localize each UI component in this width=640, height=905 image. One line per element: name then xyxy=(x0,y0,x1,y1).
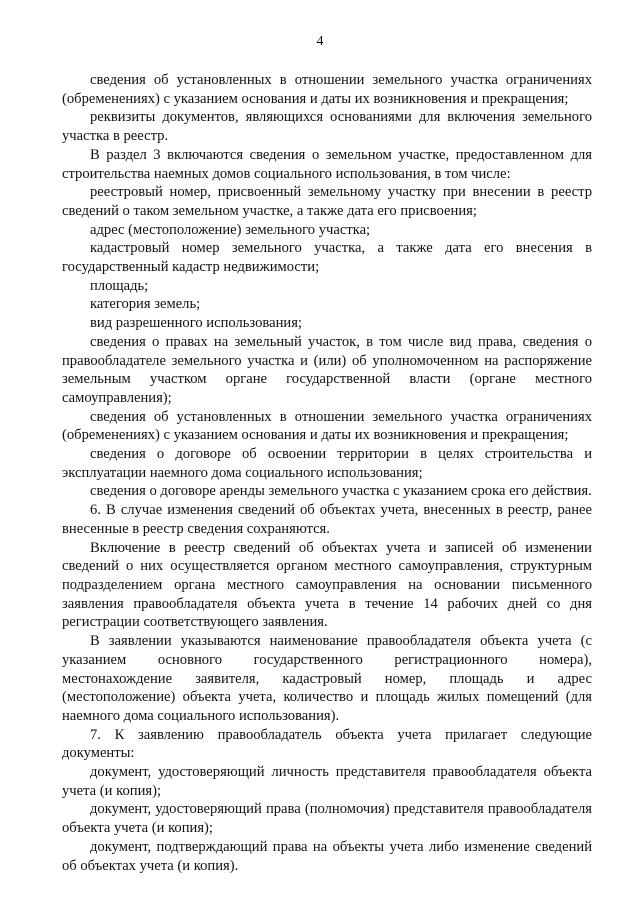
paragraph-encumbrances-2: сведения об установленных в отношении земельного участка ограничениях (обременениях) с указанием основания и даты их возникновения и прекращения; xyxy=(62,408,592,444)
paragraph-area: площадь; xyxy=(90,277,149,294)
paragraph-territory-agreement: сведения о договоре об освоении территории в целях строительства и эксплуатации наемного дома социального использования; xyxy=(62,446,592,481)
paragraph-item-7: 7. К заявлению правообладатель объекта учета прилагает следующие документы: xyxy=(62,726,592,762)
paragraph-inclusion-procedure: Включение в реестр сведений об объектах учета и записей об изменении сведений о них осуществляется органом местного самоуправления, структурным подразделением органа местного самоуправления на основании письменного заявления правообладателя объекта учета в течение 14 рабочих дней со дня регистрации соответствующего заявления. xyxy=(62,539,592,631)
paragraph-item-6: 6. В случае изменения сведений об объектах учета, внесенных в реестр, ранее внесенные в реестр сведения сохраняются. xyxy=(62,502,592,537)
paragraph-identity-document: документ, удостоверяющий личность представителя правообладателя объекта учета (и копия); xyxy=(62,764,592,799)
page-number: 4 xyxy=(316,34,324,49)
paragraph-address: адрес (местоположение) земельного участка; xyxy=(90,221,371,238)
paragraph-encumbrances-1: сведения об установленных в отношении земельного участка ограничениях (обременениях) с указанием основания и даты их возникновения и прекращения; xyxy=(62,72,592,107)
paragraph-land-category: категория земель; xyxy=(90,296,201,313)
paragraph-cadastral-number: кадастровый номер земельного участка, а также дата его внесения в государственный кадастр недвижимости; xyxy=(62,240,592,276)
paragraph-rights: сведения о правах на земельный участок, в том числе вид права, сведения о правообладателе земельного участка и (или) об уполномоченном на распоряжение земельным участком органе государственной власти (органе местного самоуправления); xyxy=(62,333,592,406)
paragraph-document-details: реквизиты документов, являющихся основаниями для включения земельного участка в реестр. xyxy=(62,109,592,145)
paragraph-authority-document: документ, удостоверяющий права (полномочия) представителя правообладателя объекта учета (и копия); xyxy=(62,801,592,837)
paragraph-application-contents: В заявлении указываются наименование правообладателя объекта учета (с указанием основного государственного регистрационного номера), местонахождение заявителя, кадастровый номер, площадь и адрес (местоположение) объекта учета, количество и площадь жилых помещений (для наемного дома социального использования). xyxy=(62,633,592,724)
paragraph-rights-document: документ, подтверждающий права на объекты учета либо изменение сведений об объектах учета (и копия). xyxy=(62,838,592,874)
paragraph-permitted-use: вид разрешенного использования; xyxy=(90,315,302,332)
paragraph-section-3-intro: В раздел 3 включаются сведения о земельном участке, предоставленном для строительства наемных домов социального использования, в том числе: xyxy=(62,146,592,182)
paragraph-registry-number: реестровый номер, присвоенный земельному участку при внесении в реестр сведений о таком земельном участке, а также дата его присвоения; xyxy=(62,184,592,219)
document-body xyxy=(62,71,592,875)
paragraph-lease-agreement: сведения о договоре аренды земельного участка с указанием срока его действия. xyxy=(90,483,592,500)
